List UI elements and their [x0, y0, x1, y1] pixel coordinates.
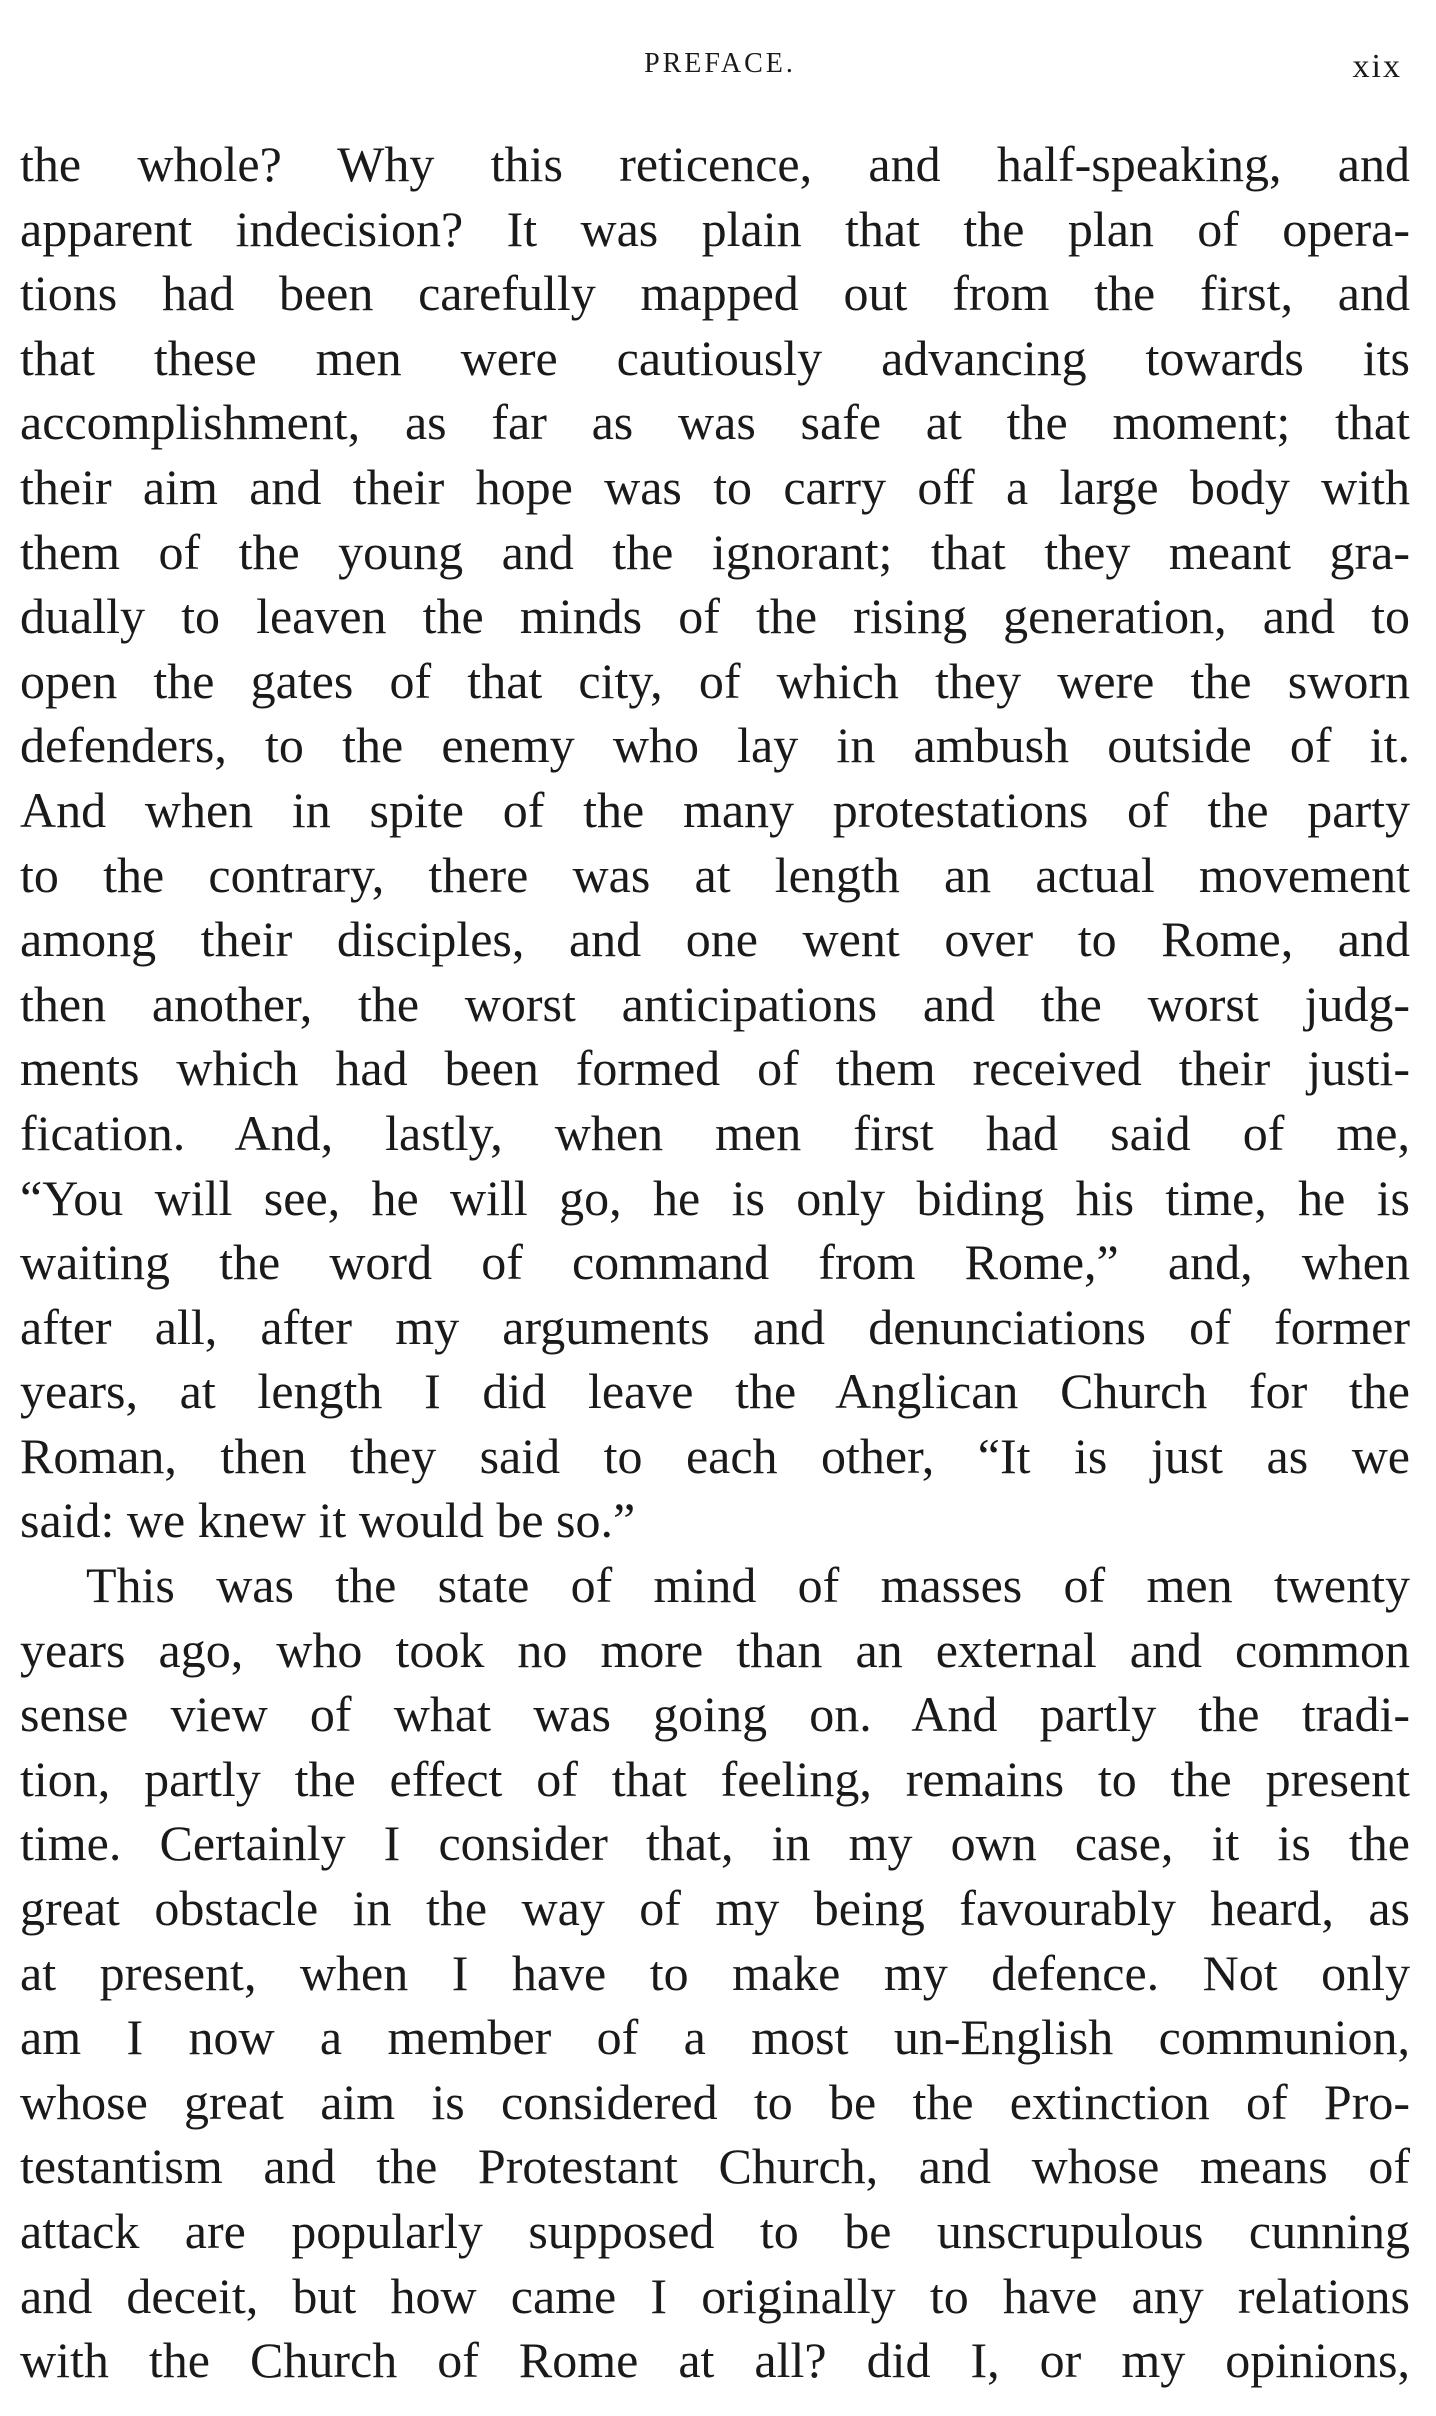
text-line: years, at length I did leave the Anglican Church for the [20, 1363, 1410, 1420]
paragraph-first-line: This was the state of mind of masses of men twenty [86, 1557, 1410, 1614]
text-line: attack are popularly supposed to be unscrupulous cunning [20, 2203, 1410, 2259]
text-line: their aim and their hope was to carry off a large body with [20, 458, 1410, 515]
text-line: am I now a member of a most un-English communion, [20, 2009, 1410, 2066]
text-line: whose great aim is considered to be the extinction of Pro- [20, 2073, 1410, 2130]
text-line: “You will see, he will go, he is only biding his time, he is [20, 1169, 1410, 1226]
text-line: among their disciples, and one went over to Rome, and [20, 911, 1410, 968]
text-line: years ago, who took no more than an external and common [20, 1621, 1410, 1678]
text-line: after all, after my arguments and denunciations of former [20, 1298, 1410, 1355]
text-line: defenders, to the enemy who lay in ambush outside of it. [20, 717, 1410, 774]
page-number: xix [1352, 48, 1402, 85]
text-line: Roman, then they said to each other, “It is just as we [20, 1427, 1410, 1484]
text-line: tion, partly the effect of that feeling, remains to the present [20, 1750, 1410, 1807]
running-head [20, 48, 1420, 88]
text-line: then another, the worst anticipations and the worst judg- [20, 975, 1410, 1032]
text-line: at present, when I have to make my defence. Not only [20, 1944, 1410, 2001]
text-line: fication. And, lastly, when men first had said of me, [20, 1104, 1410, 1161]
text-line: with the Church of Rome at all? did I, or my opinions, [20, 2332, 1410, 2389]
text-line: dually to leaven the minds of the rising generation, and to [20, 588, 1410, 645]
text-line: open the gates of that city, of which they were the sworn [20, 652, 1410, 709]
text-line: tions had been carefully mapped out from the first, and [20, 265, 1410, 322]
text-line: them of the young and the ignorant; that they meant gra- [20, 523, 1410, 580]
text-line: to the contrary, there was at length an actual movement [20, 846, 1410, 903]
text-line: And when in spite of the many protestations of the party [20, 781, 1410, 838]
text-line: time. Certainly I consider that, in my own case, it is the [20, 1815, 1410, 1872]
text-line: testantism and the Protestant Church, and whose means of [20, 2138, 1410, 2195]
text-line: sense view of what was going on. And partly the tradi- [20, 1686, 1410, 1743]
text-line: ments which had been formed of them received their justi- [20, 1040, 1410, 1097]
text-line: that these men were cautiously advancing towards its [20, 329, 1410, 386]
running-title: PREFACE. [644, 48, 796, 79]
text-line: the whole? Why this reticence, and half-speaking, and [20, 136, 1410, 192]
text-line: waiting the word of command from Rome,” and, when [20, 1234, 1410, 1291]
text-line: great obstacle in the way of my being favourably heard, as [20, 1880, 1410, 1937]
text-line: and deceit, but how came I originally to have any relations [20, 2267, 1410, 2324]
text-line: accomplishment, as far as was safe at the moment; that [20, 394, 1410, 451]
body-text [20, 132, 1410, 2393]
text-line: apparent indecision? It was plain that the plan of opera- [20, 200, 1410, 257]
text-line: said: we knew it would be so.” [20, 1492, 636, 1549]
